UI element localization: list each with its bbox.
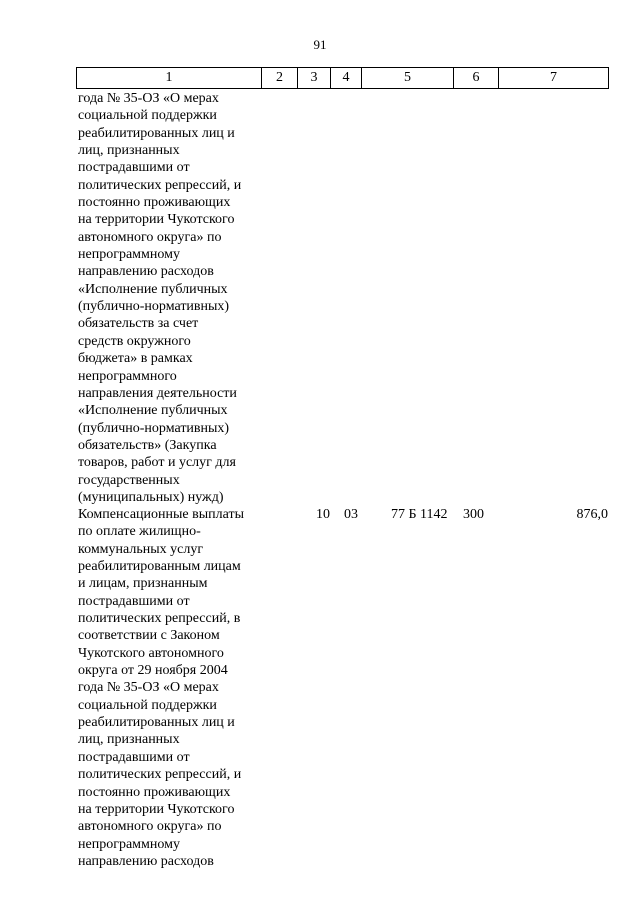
description-line: реабилитированных лиц и: [78, 125, 235, 141]
description-line: автономного округа» по: [78, 819, 222, 835]
description-line: пострадавшими от: [78, 160, 190, 176]
description-line: социальной поддержки: [78, 697, 217, 713]
header-col-1: 1: [77, 68, 262, 89]
description-line: года № 35-ОЗ «О мерах: [78, 91, 219, 106]
description-line: Компенсационные выплаты: [78, 507, 244, 522]
header-col-2: 2: [262, 68, 298, 89]
description-line: постоянно проживающих: [78, 195, 231, 211]
description-line: округа от 29 ноября 2004: [78, 663, 228, 679]
description-line: лиц, признанных: [78, 143, 180, 159]
description-line: лиц, признанных: [78, 732, 180, 748]
header-col-3: 3: [298, 68, 331, 89]
description-line: на территории Чукотского: [78, 801, 235, 817]
table-header: [76, 67, 609, 89]
description-line: непрограммному: [78, 247, 180, 263]
description-line: государственных: [78, 472, 180, 488]
description-line: пострадавшими от: [78, 749, 190, 765]
cell-pr: 03: [344, 507, 358, 522]
description-line: средств окружного: [78, 333, 191, 349]
description-line: (муниципальных) нужд): [78, 489, 224, 505]
description-line: и лицам, признанным: [78, 576, 208, 592]
description-line: направлению расходов: [78, 264, 214, 280]
description-line: реабилитированных лиц и: [78, 715, 235, 731]
header-col-5: 5: [362, 68, 454, 89]
description-line: года № 35-ОЗ «О мерах: [78, 680, 219, 696]
description-line: (публично-нормативных): [78, 299, 230, 315]
header-col-7: 7: [499, 68, 609, 89]
description-line: «Исполнение публичных: [78, 281, 228, 297]
description-line: непрограммного: [78, 368, 177, 384]
description-line: Чукотского автономного: [78, 645, 224, 661]
description-line: обязательств за счет: [78, 316, 199, 332]
page-number: 91: [313, 37, 327, 52]
description-line: (публично-нормативных): [78, 420, 230, 436]
header-col-4: 4: [331, 68, 362, 89]
row-description: [78, 506, 268, 870]
description-line: по оплате жилищно-: [78, 524, 201, 540]
description-line: автономного округа» по: [78, 229, 222, 245]
description-line: непрограммному: [78, 836, 180, 852]
description-line: политических репрессий, и: [78, 767, 242, 783]
header-col-6: 6: [454, 68, 499, 89]
description-line: реабилитированным лицам: [78, 559, 241, 575]
description-line: социальной поддержки: [78, 108, 217, 124]
description-line: направления деятельности: [78, 385, 237, 401]
description-line: соответствии с Законом: [78, 628, 220, 644]
description-line: политических репрессий, и: [78, 177, 242, 193]
description-line: направлению расходов: [78, 853, 214, 869]
description-line: пострадавшими от: [78, 593, 190, 609]
cell-rz: 10: [316, 507, 330, 522]
cell-csr: 77 Б 1142: [391, 507, 448, 522]
row-description: [78, 90, 268, 506]
description-line: коммунальных услуг: [78, 541, 204, 557]
description-line: бюджета» в рамках: [78, 351, 193, 367]
description-line: на территории Чукотского: [78, 212, 235, 228]
cell-vr: 300: [463, 507, 484, 522]
description-line: обязательств» (Закупка: [78, 437, 217, 453]
description-line: постоянно проживающих: [78, 784, 231, 800]
description-line: политических репрессий, в: [78, 611, 241, 627]
cell-sum: 876,0: [576, 507, 608, 522]
description-line: «Исполнение публичных: [78, 403, 228, 419]
description-line: товаров, работ и услуг для: [78, 455, 236, 471]
